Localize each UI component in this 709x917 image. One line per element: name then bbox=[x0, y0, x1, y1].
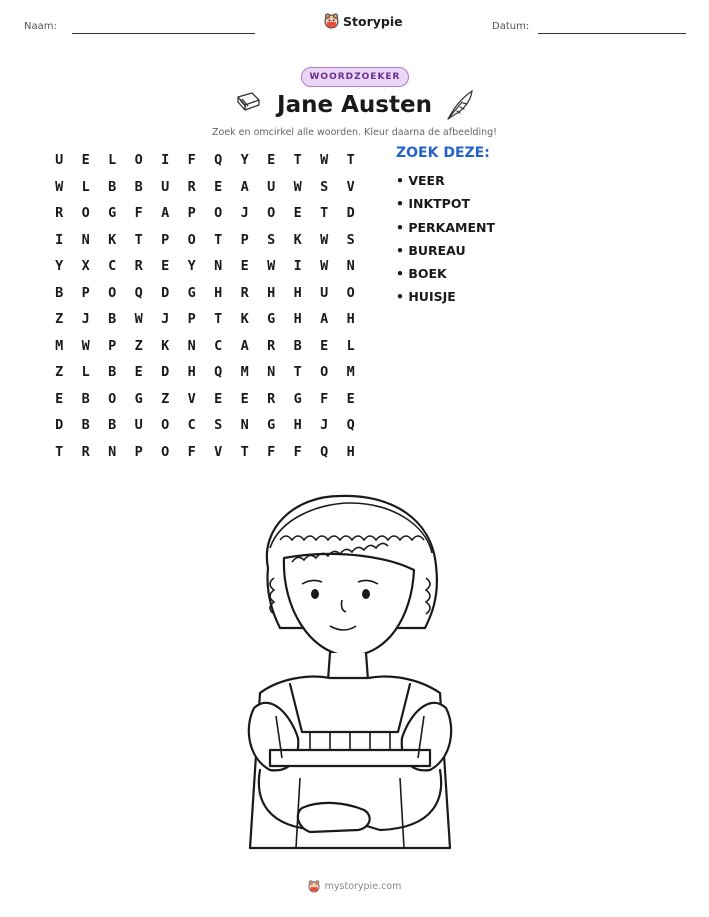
grid-cell: D bbox=[346, 205, 355, 222]
grid-cell: H bbox=[293, 311, 302, 328]
name-label: Naam: bbox=[24, 21, 57, 32]
grid-cell: O bbox=[320, 364, 329, 381]
letter-grid bbox=[46, 147, 364, 465]
grid-cell: R bbox=[134, 258, 143, 275]
grid-cell: U bbox=[320, 284, 329, 301]
grid-cell: Q bbox=[214, 152, 223, 169]
grid-cell: H bbox=[346, 311, 355, 328]
grid-cell: W bbox=[267, 258, 276, 275]
grid-cell: U bbox=[267, 178, 276, 195]
grid-cell: O bbox=[346, 284, 355, 301]
grid-cell: Q bbox=[320, 443, 329, 460]
grid-cell: F bbox=[293, 443, 302, 460]
instructions: Zoek en omcirkel alle woorden. Kleur daarna de afbeelding! bbox=[212, 127, 497, 138]
grid-cell: M bbox=[346, 364, 355, 381]
grid-cell: Y bbox=[240, 152, 249, 169]
grid-cell: P bbox=[161, 231, 170, 248]
name-line bbox=[72, 33, 255, 34]
grid-cell: B bbox=[55, 284, 64, 301]
grid-cell: G bbox=[134, 390, 143, 407]
grid-cell: I bbox=[55, 231, 64, 248]
grid-cell: G bbox=[293, 390, 302, 407]
grid-cell: E bbox=[320, 337, 329, 354]
grid-cell: L bbox=[81, 178, 90, 195]
grid-cell: B bbox=[293, 337, 302, 354]
grid-cell: T bbox=[346, 152, 355, 169]
word-list bbox=[396, 172, 495, 312]
grid-cell: S bbox=[267, 231, 276, 248]
grid-cell: O bbox=[267, 205, 276, 222]
grid-cell: L bbox=[346, 337, 355, 354]
grid-cell: N bbox=[81, 231, 90, 248]
word-list-item: • BUREAU bbox=[396, 242, 466, 258]
word-list-item: • PERKAMENT bbox=[396, 219, 495, 235]
grid-cell: G bbox=[187, 284, 196, 301]
grid-cell: R bbox=[55, 205, 64, 222]
grid-cell: P bbox=[187, 311, 196, 328]
grid-cell: E bbox=[214, 390, 223, 407]
word-list-item: • VEER bbox=[396, 173, 445, 188]
grid-cell: V bbox=[187, 390, 196, 407]
grid-cell: F bbox=[134, 205, 143, 222]
grid-cell: F bbox=[267, 443, 276, 460]
grid-cell: H bbox=[214, 284, 223, 301]
grid-cell: U bbox=[161, 178, 170, 195]
grid-cell: W bbox=[320, 152, 329, 169]
grid-cell: T bbox=[214, 311, 223, 328]
grid-cell: H bbox=[187, 364, 196, 381]
grid-cell: O bbox=[108, 284, 117, 301]
grid-cell: O bbox=[134, 152, 143, 169]
brand-name: Storypie bbox=[343, 13, 403, 29]
grid-cell: E bbox=[134, 364, 143, 381]
grid-cell: J bbox=[240, 205, 249, 222]
grid-cell: T bbox=[214, 231, 223, 248]
grid-cell: U bbox=[134, 417, 143, 434]
grid-cell: R bbox=[81, 443, 90, 460]
grid-cell: B bbox=[134, 178, 143, 195]
grid-cell: D bbox=[161, 364, 170, 381]
grid-cell: A bbox=[320, 311, 329, 328]
grid-cell: N bbox=[214, 258, 223, 275]
grid-cell: T bbox=[320, 205, 329, 222]
grid-cell: B bbox=[108, 311, 117, 328]
grid-cell: O bbox=[108, 390, 117, 407]
grid-cell: D bbox=[55, 417, 64, 434]
grid-cell: B bbox=[81, 390, 90, 407]
grid-cell: Z bbox=[161, 390, 170, 407]
grid-cell: K bbox=[293, 231, 302, 248]
grid-cell: J bbox=[161, 311, 170, 328]
grid-cell: H bbox=[293, 417, 302, 434]
grid-cell: H bbox=[346, 443, 355, 460]
grid-cell: H bbox=[267, 284, 276, 301]
grid-cell: E bbox=[293, 205, 302, 222]
grid-cell: P bbox=[240, 231, 249, 248]
grid-cell: O bbox=[161, 417, 170, 434]
grid-cell: P bbox=[187, 205, 196, 222]
grid-cell: Z bbox=[55, 311, 64, 328]
grid-cell: G bbox=[267, 417, 276, 434]
grid-cell: L bbox=[108, 152, 117, 169]
grid-cell: R bbox=[240, 284, 249, 301]
grid-cell: Z bbox=[134, 337, 143, 354]
grid-cell: W bbox=[320, 231, 329, 248]
grid-cell: Q bbox=[214, 364, 223, 381]
grid-cell: H bbox=[293, 284, 302, 301]
grid-cell: R bbox=[187, 178, 196, 195]
grid-cell: T bbox=[293, 364, 302, 381]
grid-cell: M bbox=[240, 364, 249, 381]
grid-cell: E bbox=[214, 178, 223, 195]
grid-cell: B bbox=[108, 364, 117, 381]
grid-cell: D bbox=[161, 284, 170, 301]
grid-cell: E bbox=[81, 152, 90, 169]
date-label: Datum: bbox=[492, 21, 530, 32]
storypie-logo-icon bbox=[324, 13, 339, 29]
grid-cell: Q bbox=[346, 417, 355, 434]
brand bbox=[324, 13, 403, 29]
grid-cell: P bbox=[108, 337, 117, 354]
grid-cell: T bbox=[134, 231, 143, 248]
footer-url: mystorypie.com bbox=[324, 881, 402, 892]
grid-cell: J bbox=[81, 311, 90, 328]
grid-cell: W bbox=[134, 311, 143, 328]
grid-cell: T bbox=[293, 152, 302, 169]
grid-cell: K bbox=[108, 231, 117, 248]
grid-cell: T bbox=[240, 443, 249, 460]
grid-cell: N bbox=[346, 258, 355, 275]
grid-cell: N bbox=[240, 417, 249, 434]
grid-cell: E bbox=[55, 390, 64, 407]
grid-cell: C bbox=[214, 337, 223, 354]
grid-cell: Y bbox=[187, 258, 196, 275]
word-list-item: • HUISJE bbox=[396, 289, 456, 305]
grid-cell: L bbox=[81, 364, 90, 381]
grid-cell: Z bbox=[55, 364, 64, 381]
grid-cell: W bbox=[81, 337, 90, 354]
grid-cell: C bbox=[187, 417, 196, 434]
grid-cell: O bbox=[187, 231, 196, 248]
grid-cell: K bbox=[161, 337, 170, 354]
grid-cell: B bbox=[108, 178, 117, 195]
grid-cell: N bbox=[108, 443, 117, 460]
grid-cell: A bbox=[240, 337, 249, 354]
date-line bbox=[538, 33, 686, 34]
word-list-item: • BOEK bbox=[396, 266, 447, 282]
grid-cell: W bbox=[320, 258, 329, 275]
grid-cell: X bbox=[81, 258, 90, 275]
grid-cell: N bbox=[267, 364, 276, 381]
grid-cell: S bbox=[346, 231, 355, 248]
grid-cell: E bbox=[346, 390, 355, 407]
word-list-item: • INKTPOT bbox=[396, 196, 470, 212]
grid-cell: B bbox=[108, 417, 117, 434]
grid-cell: U bbox=[55, 152, 64, 169]
grid-cell: O bbox=[214, 205, 223, 222]
grid-cell: I bbox=[293, 258, 302, 275]
grid-cell: T bbox=[55, 443, 64, 460]
grid-cell: E bbox=[240, 258, 249, 275]
page-title: Jane Austen bbox=[277, 92, 432, 118]
grid-cell: Q bbox=[134, 284, 143, 301]
storypie-logo-icon bbox=[308, 880, 320, 893]
grid-cell: E bbox=[267, 152, 276, 169]
grid-cell: N bbox=[187, 337, 196, 354]
grid-cell: F bbox=[187, 152, 196, 169]
grid-cell: V bbox=[214, 443, 223, 460]
grid-cell: A bbox=[161, 205, 170, 222]
grid-cell: O bbox=[81, 205, 90, 222]
grid-cell: S bbox=[214, 417, 223, 434]
grid-cell: S bbox=[320, 178, 329, 195]
grid-cell: J bbox=[320, 417, 329, 434]
grid-cell: E bbox=[161, 258, 170, 275]
grid-cell: K bbox=[240, 311, 249, 328]
jane-austen-illustration bbox=[240, 488, 470, 850]
grid-cell: I bbox=[161, 152, 170, 169]
grid-cell: B bbox=[81, 417, 90, 434]
grid-cell: G bbox=[267, 311, 276, 328]
grid-cell: F bbox=[320, 390, 329, 407]
grid-cell: P bbox=[134, 443, 143, 460]
grid-cell: P bbox=[81, 284, 90, 301]
grid-cell: V bbox=[346, 178, 355, 195]
grid-cell: G bbox=[108, 205, 117, 222]
grid-cell: W bbox=[293, 178, 302, 195]
quill-icon bbox=[444, 88, 476, 122]
grid-cell: M bbox=[55, 337, 64, 354]
activity-badge: WOORDZOEKER bbox=[301, 67, 409, 87]
grid-cell: O bbox=[161, 443, 170, 460]
grid-cell: Y bbox=[55, 258, 64, 275]
footer bbox=[0, 880, 709, 893]
grid-cell: C bbox=[108, 258, 117, 275]
grid-cell: W bbox=[55, 178, 64, 195]
grid-cell: F bbox=[187, 443, 196, 460]
grid-cell: R bbox=[267, 337, 276, 354]
grid-cell: A bbox=[240, 178, 249, 195]
grid-cell: E bbox=[240, 390, 249, 407]
word-list-title: ZOEK DEZE: bbox=[396, 145, 490, 161]
grid-cell: R bbox=[267, 390, 276, 407]
